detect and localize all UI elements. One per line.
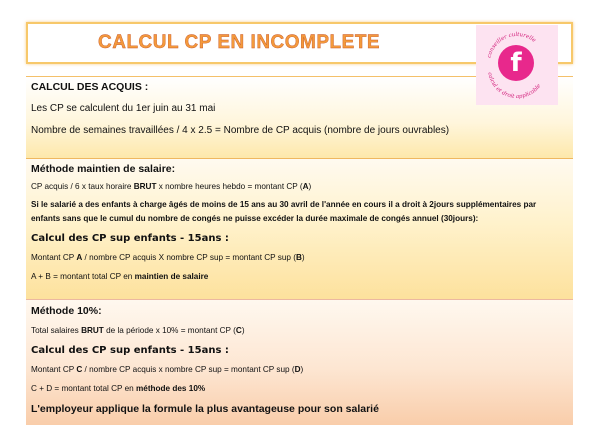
dixieme-sup-formula: Montant CP C / nombre CP acquis x nombre CP sup = montant CP sup (D): [31, 365, 304, 374]
facebook-icon[interactable]: f: [498, 45, 534, 81]
brand-badge: [476, 25, 558, 105]
page-title: CALCUL CP EN INCOMPLETE: [98, 32, 381, 53]
dixieme-total: C + D = montant total CP en méthode des 10%: [31, 384, 206, 393]
maintien-rule-line2: enfants sans que le cumul du nombre de congés ne puisse excéder la durée maximale de congés annuel (30jours):: [31, 214, 479, 223]
dixieme-heading: Méthode 10%:: [31, 305, 102, 317]
maintien-rule-line1: Si le salarié a des enfants à charge âgés de moins de 15 ans au 30 avril de l'année en cours il a droit à 2jours supplémentaires par: [31, 200, 537, 209]
badge-line2: calcul et droit applicable: [486, 71, 543, 101]
acquis-period: Les CP se calculent du 1er juin au 31 mai: [31, 103, 216, 114]
conclusion: L'employeur applique la formule la plus avantageuse pour son salarié: [31, 403, 379, 415]
maintien-total: A + B = montant total CP en maintien de salaire: [31, 272, 209, 281]
acquis-heading: CALCUL DES ACQUIS :: [31, 81, 149, 93]
maintien-formula: CP acquis / 6 x taux horaire BRUT x nombre heures hebdo = montant CP (A): [31, 182, 312, 191]
badge-line1: conseiller culturelle: [486, 31, 537, 59]
maintien-sup-formula: Montant CP A / nombre CP acquis X nombre CP sup = montant CP sup (B): [31, 253, 305, 262]
acquis-formula: Nombre de semaines travaillées / 4 x 2.5 = Nombre de CP acquis (nombre de jours ouvrables): [31, 125, 450, 136]
maintien-sub-heading: Calcul des CP sup enfants - 15ans :: [31, 233, 229, 244]
maintien-heading: Méthode maintien de salaire:: [31, 163, 176, 175]
dixieme-formula: Total salaires BRUT de la période x 10% = montant CP (C): [31, 326, 245, 335]
dixieme-sub-heading: Calcul des CP sup enfants - 15ans :: [31, 345, 229, 356]
